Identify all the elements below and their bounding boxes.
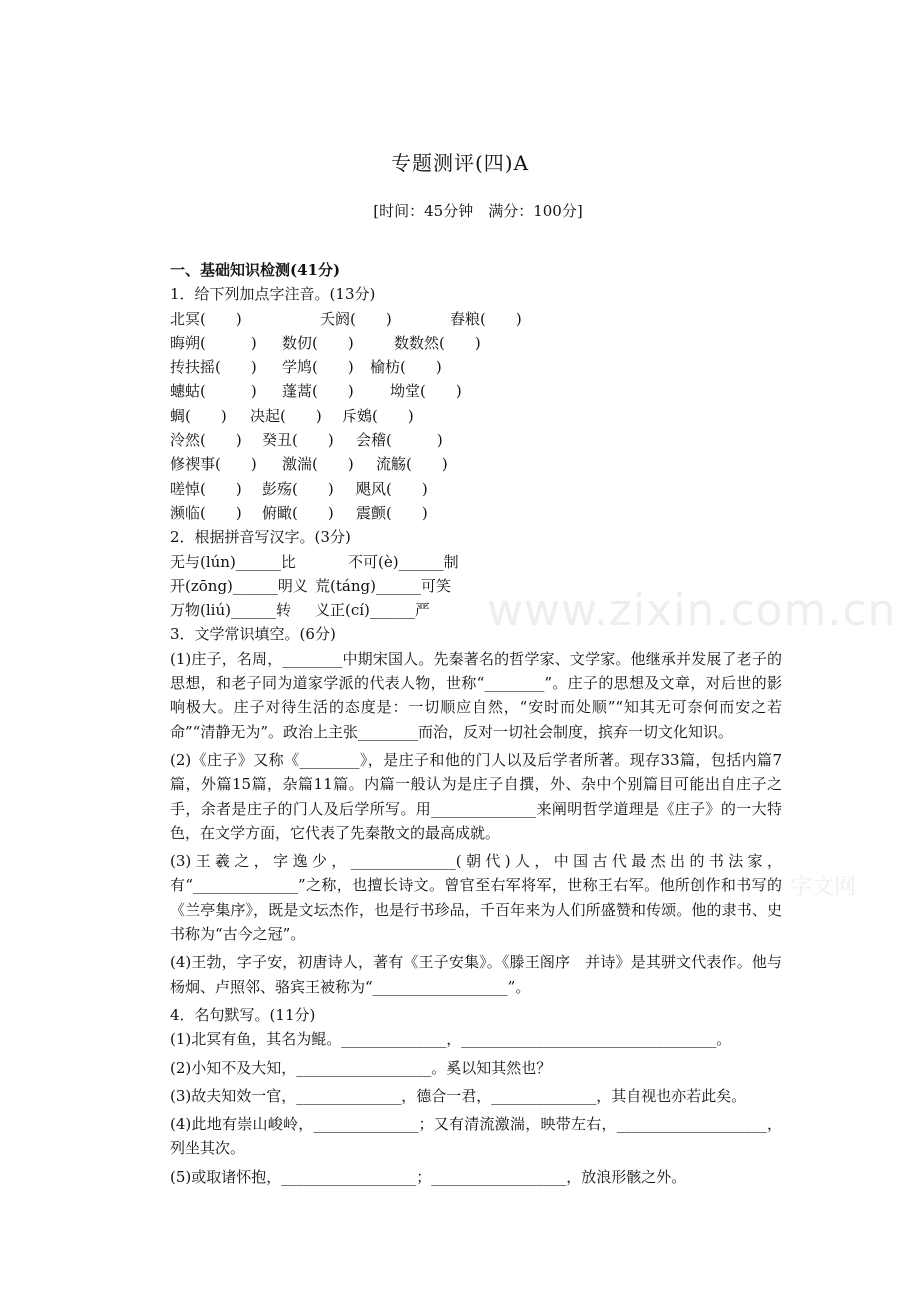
q1-item: 夭阏( ) [320, 309, 392, 328]
q1-item: 彭殇( ) [262, 479, 334, 498]
q1-item: 蜩( ) [170, 406, 227, 425]
q1-item: 俯瞰( ) [262, 503, 334, 522]
q1-item: 坳堂( ) [390, 382, 462, 401]
q2-item: 荒(táng)______可笑 [315, 576, 451, 595]
content [170, 258, 782, 1193]
q1-item: 晦朔( ) [170, 333, 257, 352]
q1-item: 嗟悼( ) [170, 479, 242, 498]
q1-row [170, 452, 782, 476]
q1-row [170, 404, 782, 428]
q1-row [170, 477, 782, 501]
q1-rows [170, 307, 782, 526]
q2-stem: 2．根据拼音写汉字。(3分) [170, 528, 351, 547]
q1-item: 数数然( ) [394, 333, 481, 352]
q3-paragraphs [170, 647, 782, 999]
q2-item: 无与(lún)______比 [170, 552, 296, 571]
q4-paragraph: (1)北冥有鱼，其名为鲲。______________，__________________________________。 [170, 1030, 732, 1049]
q3-stem: 3．文学常识填空。(6分) [170, 625, 336, 644]
q1-row [170, 307, 782, 331]
section-heading: 一、基础知识检测(41分) [170, 261, 341, 279]
q1-item: 蟪蛄( ) [170, 382, 257, 401]
q4-paragraph: (5)或取诸怀抱，__________________；__________________，放浪形骸之外。 [170, 1167, 687, 1186]
time-info: [时间：45分钟 满分：100分] [373, 202, 583, 220]
q2-row [170, 598, 782, 622]
q3-paragraph: (4)王勃，字子安，初唐诗人，著有《王子安集》。《滕王阁序 并诗》是其骈文代表作。他与杨炯、卢照邻、骆宾王被称为“__________________”。 [170, 953, 782, 996]
q2-item: 义正(cí)______严 [315, 601, 430, 620]
q1-item: 飓风( ) [356, 479, 428, 498]
q2-item: 不可(è)______制 [348, 552, 459, 571]
q2-item: 开(zōng)______明义 [170, 576, 308, 595]
q1-row [170, 428, 782, 452]
q4-paragraphs [170, 1027, 782, 1189]
q1-row [170, 331, 782, 355]
q2-rows [170, 550, 782, 623]
q1-item: 榆枋( ) [370, 358, 442, 377]
q4-paragraph: (3)故夫知效一官，______________，德合一君，______________，其自视也亦若此矣。 [170, 1086, 747, 1105]
watermark-side: 字文网 [790, 875, 857, 900]
q1-row [170, 379, 782, 403]
q1-item: 震颤( ) [356, 503, 428, 522]
page-title: 专题测评(四)A [390, 151, 530, 175]
q4-stem: 4．名句默写。(11分) [170, 1005, 316, 1024]
q1-item: 癸丑( ) [262, 431, 334, 450]
q1-stem: 1．给下列加点字注音。(13分) [170, 285, 376, 304]
q1-item: 数仞( ) [282, 333, 354, 352]
q1-item: 泠然( ) [170, 431, 242, 450]
q1-item: 北冥( ) [170, 309, 242, 328]
q4-paragraph: (2)小知不及大知，__________________。奚以知其然也？ [170, 1058, 552, 1077]
q1-item: 抟扶摇( ) [170, 358, 257, 377]
q1-item: 会稽( ) [356, 431, 443, 450]
q1-item: 蓬蒿( ) [282, 382, 354, 401]
q2-row [170, 574, 782, 598]
q1-row [170, 355, 782, 379]
q1-item: 舂粮( ) [450, 309, 522, 328]
q3-paragraph: (1)庄子，名周，________中期宋国人。先秦著名的哲学家、文学家。他继承并发展了老子的思想，和老子同为道家学派的代表人物，世称“________”。庄子的思想及文章，对后世的影响极大。庄子对待生活的态度是：一切顺应自然，“安时而处顺”“知其无可奈何而安之若命”“清静无为”。政治上主张________而治，反对一切社会制度，摈弃一切文化知识。 [170, 649, 782, 741]
q1-row [170, 501, 782, 525]
q3-paragraph: (3)王羲之，字逸少，______________(朝代)人，中国古代最杰出的书法家，有“______________”之称，也擅长诗文。曾官至右军将军，世称王右军。他所创作和书写的《兰亭集序》，既是文坛杰作，也是行书珍品，千百年来为人们所盛赞和传颂。他的隶书、史书称为“古今之冠”。 [170, 852, 782, 944]
q2-row [170, 550, 782, 574]
q1-item: 斥鴳( ) [342, 406, 414, 425]
watermark: www.zixin.com.cn [487, 585, 897, 636]
q1-item: 激湍( ) [282, 455, 354, 474]
q1-item: 学鸠( ) [282, 358, 354, 377]
q1-item: 决起( ) [250, 406, 322, 425]
q1-item: 流觞( ) [376, 455, 448, 474]
q1-item: 濒临( ) [170, 503, 242, 522]
q3-paragraph: (2)《庄子》又称《________》，是庄子和他的门人以及后学者所著。现存33篇，包括内篇7篇，外篇15篇，杂篇11篇。内篇一般认为是庄子自撰，外、杂中个别篇目可能出自庄子之手，余者是庄子的门人及后学所写。用______________来阐明哲学道理是《庄子》的一大特色，在文学方面，它代表了先秦散文的最高成就。 [170, 750, 782, 842]
q4-paragraph: (4)此地有崇山峻岭，______________；又有清流激湍，映带左右，____________________，列坐其次。 [170, 1115, 782, 1158]
q2-item: 万物(liú)______转 [170, 601, 291, 620]
q1-item: 修禊事( ) [170, 455, 257, 474]
